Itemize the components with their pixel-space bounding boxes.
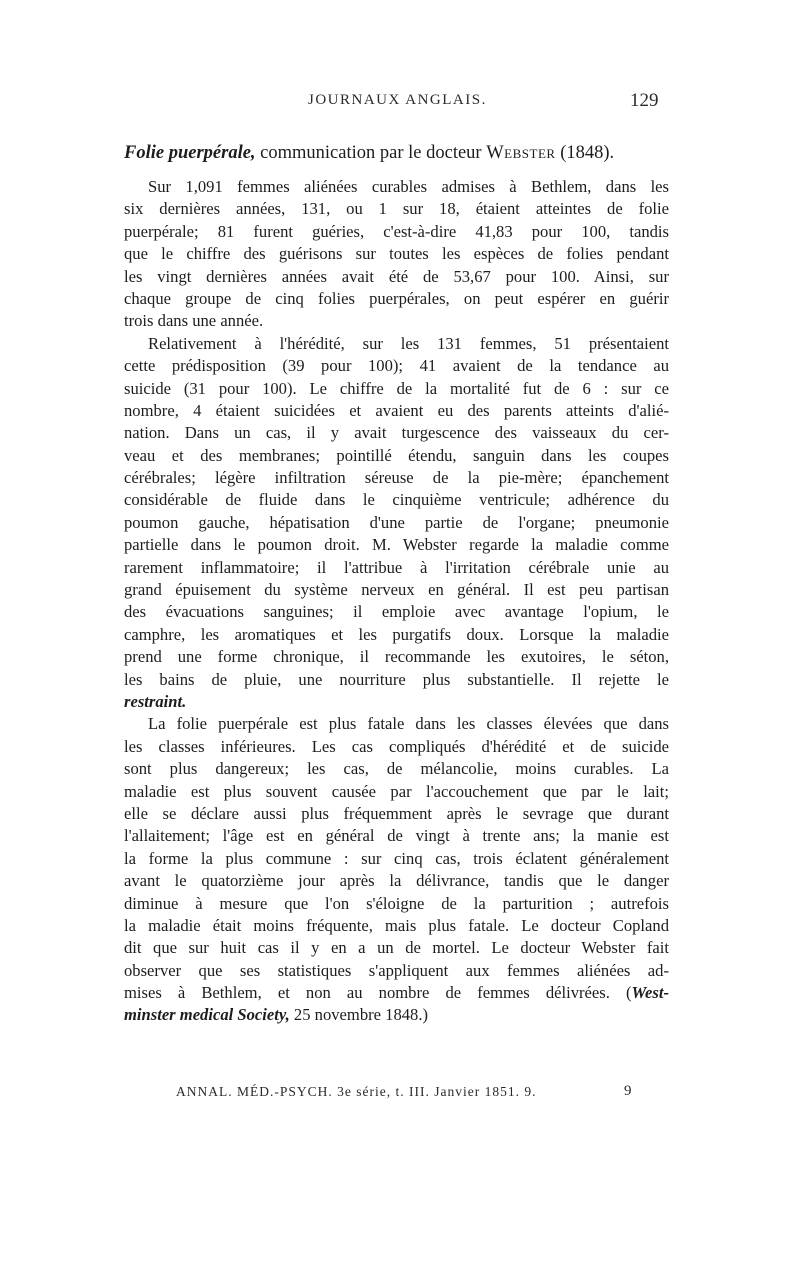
paragraph-line: nombre, 4 étaient suicidées et avaient eu des parents atteints d'alié- bbox=[124, 400, 669, 420]
paragraph-line: les classes inférieures. Les cas compliqués d'hérédité et de suicide bbox=[124, 736, 669, 756]
article-body bbox=[124, 176, 669, 1027]
paragraph-line: six dernières années, 131, ou 1 sur 18, étaient atteintes de folie bbox=[124, 199, 669, 219]
paragraph-line: partielle dans le poumon droit. M. Webster regarde la maladie comme bbox=[124, 535, 669, 555]
paragraph-line: chaque groupe de cinq folies puerpérales, on peut espérer en guérir bbox=[124, 288, 669, 308]
paragraph-line: des évacuations sanguines; il emploie avec avantage l'opium, le bbox=[124, 602, 669, 622]
paragraph-line: l'allaitement; l'âge est en général de vingt à trente ans; la manie est bbox=[124, 826, 669, 846]
article-title: Folie puerpérale, bbox=[124, 143, 256, 163]
paragraph-line: puerpérale; 81 furent guéries, c'est-à-dire 41,83 pour 100, tandis bbox=[124, 221, 669, 241]
paragraph-line: rarement inflammatoire; il l'attribue à l'irritation cérébrale unie au bbox=[124, 557, 669, 577]
signature-number: 9 bbox=[624, 1083, 632, 1099]
paragraph-line: veau et des membranes; pointillé étendu, sanguin dans les coupes bbox=[124, 445, 669, 465]
paragraph-line: trois dans une année. bbox=[124, 311, 264, 331]
paragraph-line: maladie est plus souvent causée par l'accouchement que par le lait; bbox=[124, 781, 669, 801]
paragraph-line bbox=[124, 1004, 669, 1026]
paragraph-line: que le chiffre des guérisons sur toutes les espèces de folies pendant bbox=[124, 244, 669, 264]
paragraph-line: poumon gauche, hépatisation d'une partie de l'organe; pneumonie bbox=[124, 512, 669, 532]
paragraph-line: la maladie était moins fréquente, mais plus fatale. Le docteur Copland bbox=[124, 915, 669, 935]
paragraph-line: observer que ses statistiques s'appliquent aux femmes aliénées ad- bbox=[124, 960, 669, 980]
italic-term: restraint. bbox=[124, 691, 187, 711]
paragraph-line: cérébrales; légère infiltration séreuse de la pie-mère; épanchement bbox=[124, 468, 669, 488]
paragraph-line: Sur 1,091 femmes aliénées curables admises à Bethlem, dans les bbox=[148, 177, 669, 196]
paragraph-line: elle se déclare aussi plus fréquemment après le sevrage que durant bbox=[124, 803, 669, 823]
line-text: mises à Bethlem, et non au nombre de femmes délivrées. ( bbox=[124, 983, 632, 1003]
paragraph-line: les bains de pluie, une nourriture plus substantielle. Il rejette le bbox=[124, 669, 669, 689]
paragraph-line: La folie puerpérale est plus fatale dans les classes élevées que dans bbox=[148, 714, 669, 734]
page-footer bbox=[0, 1084, 800, 1108]
page-number: 129 bbox=[630, 90, 659, 111]
paragraph-line: dit que sur huit cas il y en a un de mortel. Le docteur Webster fait bbox=[124, 938, 669, 958]
article-subtitle: communication par le docteur bbox=[255, 143, 487, 163]
article-author: Webster bbox=[486, 143, 556, 163]
paragraph-line: grand épuisement du système nerveux en général. Il est peu partisan bbox=[124, 580, 669, 600]
paragraph-line: sont plus dangereux; les cas, de mélancolie, moins curables. La bbox=[124, 759, 669, 779]
signature-mark: ANNAL. MÉD.-PSYCH. 3e série, t. III. Janvier 1851. 9. bbox=[176, 1084, 537, 1099]
paragraph-line: diminue à mesure que l'on s'éloigne de la parturition ; autrefois bbox=[124, 893, 669, 913]
citation-italic: West- bbox=[631, 983, 669, 1003]
paragraph-line: la forme la plus commune : sur cinq cas, trois éclatent généralement bbox=[124, 848, 669, 868]
paragraph-line: nation. Dans un cas, il y avait turgescence des vaisseaux du cer- bbox=[124, 423, 669, 443]
paragraph-line bbox=[124, 691, 669, 713]
paragraph-line bbox=[124, 982, 669, 1004]
paragraph-line: camphre, les aromatiques et les purgatifs doux. Lorsque la maladie bbox=[124, 624, 669, 644]
paragraph-line: prend une forme chronique, il recommande les exutoires, le séton, bbox=[124, 647, 669, 667]
paragraph-line: considérable de fluide dans le cinquième ventricule; adhérence du bbox=[124, 490, 669, 510]
citation-date: 25 novembre 1848.) bbox=[289, 1005, 429, 1025]
paragraph-line: Relativement à l'hérédité, sur les 131 femmes, 51 présentaient bbox=[148, 333, 669, 353]
running-header bbox=[0, 88, 800, 118]
paragraph-line: suicide (31 pour 100). Le chiffre de la mortalité fut de 6 : sur ce bbox=[124, 378, 669, 398]
paragraph-line: avant le quatorzième jour après la délivrance, tandis que le danger bbox=[124, 871, 669, 891]
article-year: (1848). bbox=[555, 143, 615, 163]
article-heading bbox=[124, 140, 684, 166]
paragraph-line: cette prédisposition (39 pour 100); 41 avaient de la tendance au bbox=[124, 356, 669, 376]
citation-italic: minster medical Society, bbox=[124, 1005, 290, 1025]
running-title: JOURNAUX ANGLAIS. bbox=[308, 92, 487, 108]
paragraph-line: les vingt dernières années avait été de 53,67 pour 100. Ainsi, sur bbox=[124, 266, 669, 286]
